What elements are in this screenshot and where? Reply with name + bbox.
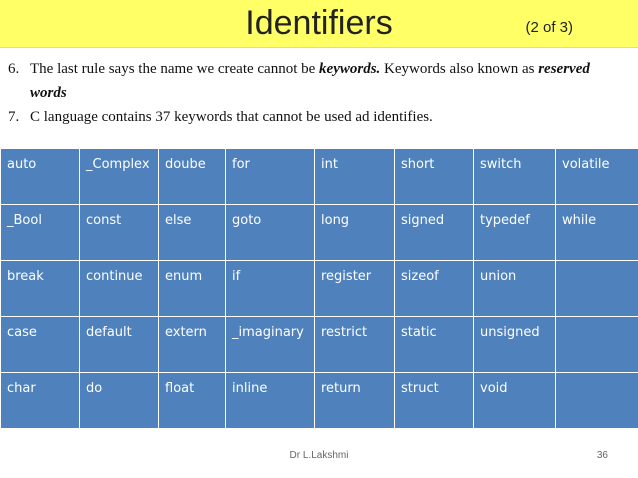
keyword-cell: for	[226, 149, 315, 205]
keyword-cell: continue	[80, 261, 159, 317]
keyword-cell: _Complex	[80, 149, 159, 205]
keyword-cell: inline	[226, 373, 315, 429]
keyword-cell: int	[315, 149, 395, 205]
keyword-cell: _Bool	[1, 205, 80, 261]
keywords-emphasis: keywords.	[319, 61, 381, 77]
keyword-cell: char	[1, 373, 80, 429]
keyword-cell: doube	[159, 149, 226, 205]
rule-6	[8, 57, 632, 105]
rule-text-part: The last rule says the name we create cannot be	[30, 61, 320, 77]
keyword-cell	[556, 261, 638, 317]
keyword-cell: register	[315, 261, 395, 317]
reserved-emphasis: reserved	[538, 61, 590, 77]
words-emphasis: words	[30, 85, 67, 101]
table-row	[1, 261, 638, 317]
keyword-cell: switch	[474, 149, 556, 205]
rule-text: C language contains 37 keywords that cannot be used ad identifies.	[30, 109, 433, 125]
slide-title: Identifiers	[245, 4, 393, 42]
keyword-cell: unsigned	[474, 317, 556, 373]
keyword-cell: signed	[395, 205, 474, 261]
footer-author: Dr L.Lakshmi	[289, 450, 349, 461]
keywords-table	[0, 148, 638, 429]
keyword-cell: auto	[1, 149, 80, 205]
keyword-cell: sizeof	[395, 261, 474, 317]
keyword-cell: _imaginary	[226, 317, 315, 373]
keyword-cell	[556, 317, 638, 373]
keyword-cell: volatile	[556, 149, 638, 205]
rule-number: 6.	[8, 61, 20, 77]
keyword-cell: enum	[159, 261, 226, 317]
table-row	[1, 149, 638, 205]
keyword-cell: struct	[395, 373, 474, 429]
table-row	[1, 317, 638, 373]
keyword-cell: if	[226, 261, 315, 317]
keyword-cell: case	[1, 317, 80, 373]
table-row	[1, 373, 638, 429]
page-number: 36	[596, 450, 608, 461]
rule-text-part: Keywords also known as	[380, 61, 539, 77]
keyword-cell: restrict	[315, 317, 395, 373]
keyword-cell: break	[1, 261, 80, 317]
keywords-table-body	[1, 149, 638, 429]
table-row	[1, 205, 638, 261]
slide-subtitle: (2 of 3)	[525, 19, 573, 36]
keyword-cell: else	[159, 205, 226, 261]
keyword-cell: long	[315, 205, 395, 261]
keyword-cell: while	[556, 205, 638, 261]
keyword-cell: extern	[159, 317, 226, 373]
keyword-cell: union	[474, 261, 556, 317]
keyword-cell: typedef	[474, 205, 556, 261]
keyword-cell: const	[80, 205, 159, 261]
keyword-cell: static	[395, 317, 474, 373]
rule-7	[8, 105, 632, 129]
keyword-cell: short	[395, 149, 474, 205]
rules-list	[8, 57, 632, 129]
keyword-cell: void	[474, 373, 556, 429]
keyword-cell	[556, 373, 638, 429]
keyword-cell: goto	[226, 205, 315, 261]
keyword-cell: return	[315, 373, 395, 429]
keyword-cell: float	[159, 373, 226, 429]
keyword-cell: default	[80, 317, 159, 373]
rule-text	[30, 57, 632, 105]
rule-number: 7.	[8, 109, 20, 125]
title-bar	[0, 0, 638, 48]
keyword-cell: do	[80, 373, 159, 429]
